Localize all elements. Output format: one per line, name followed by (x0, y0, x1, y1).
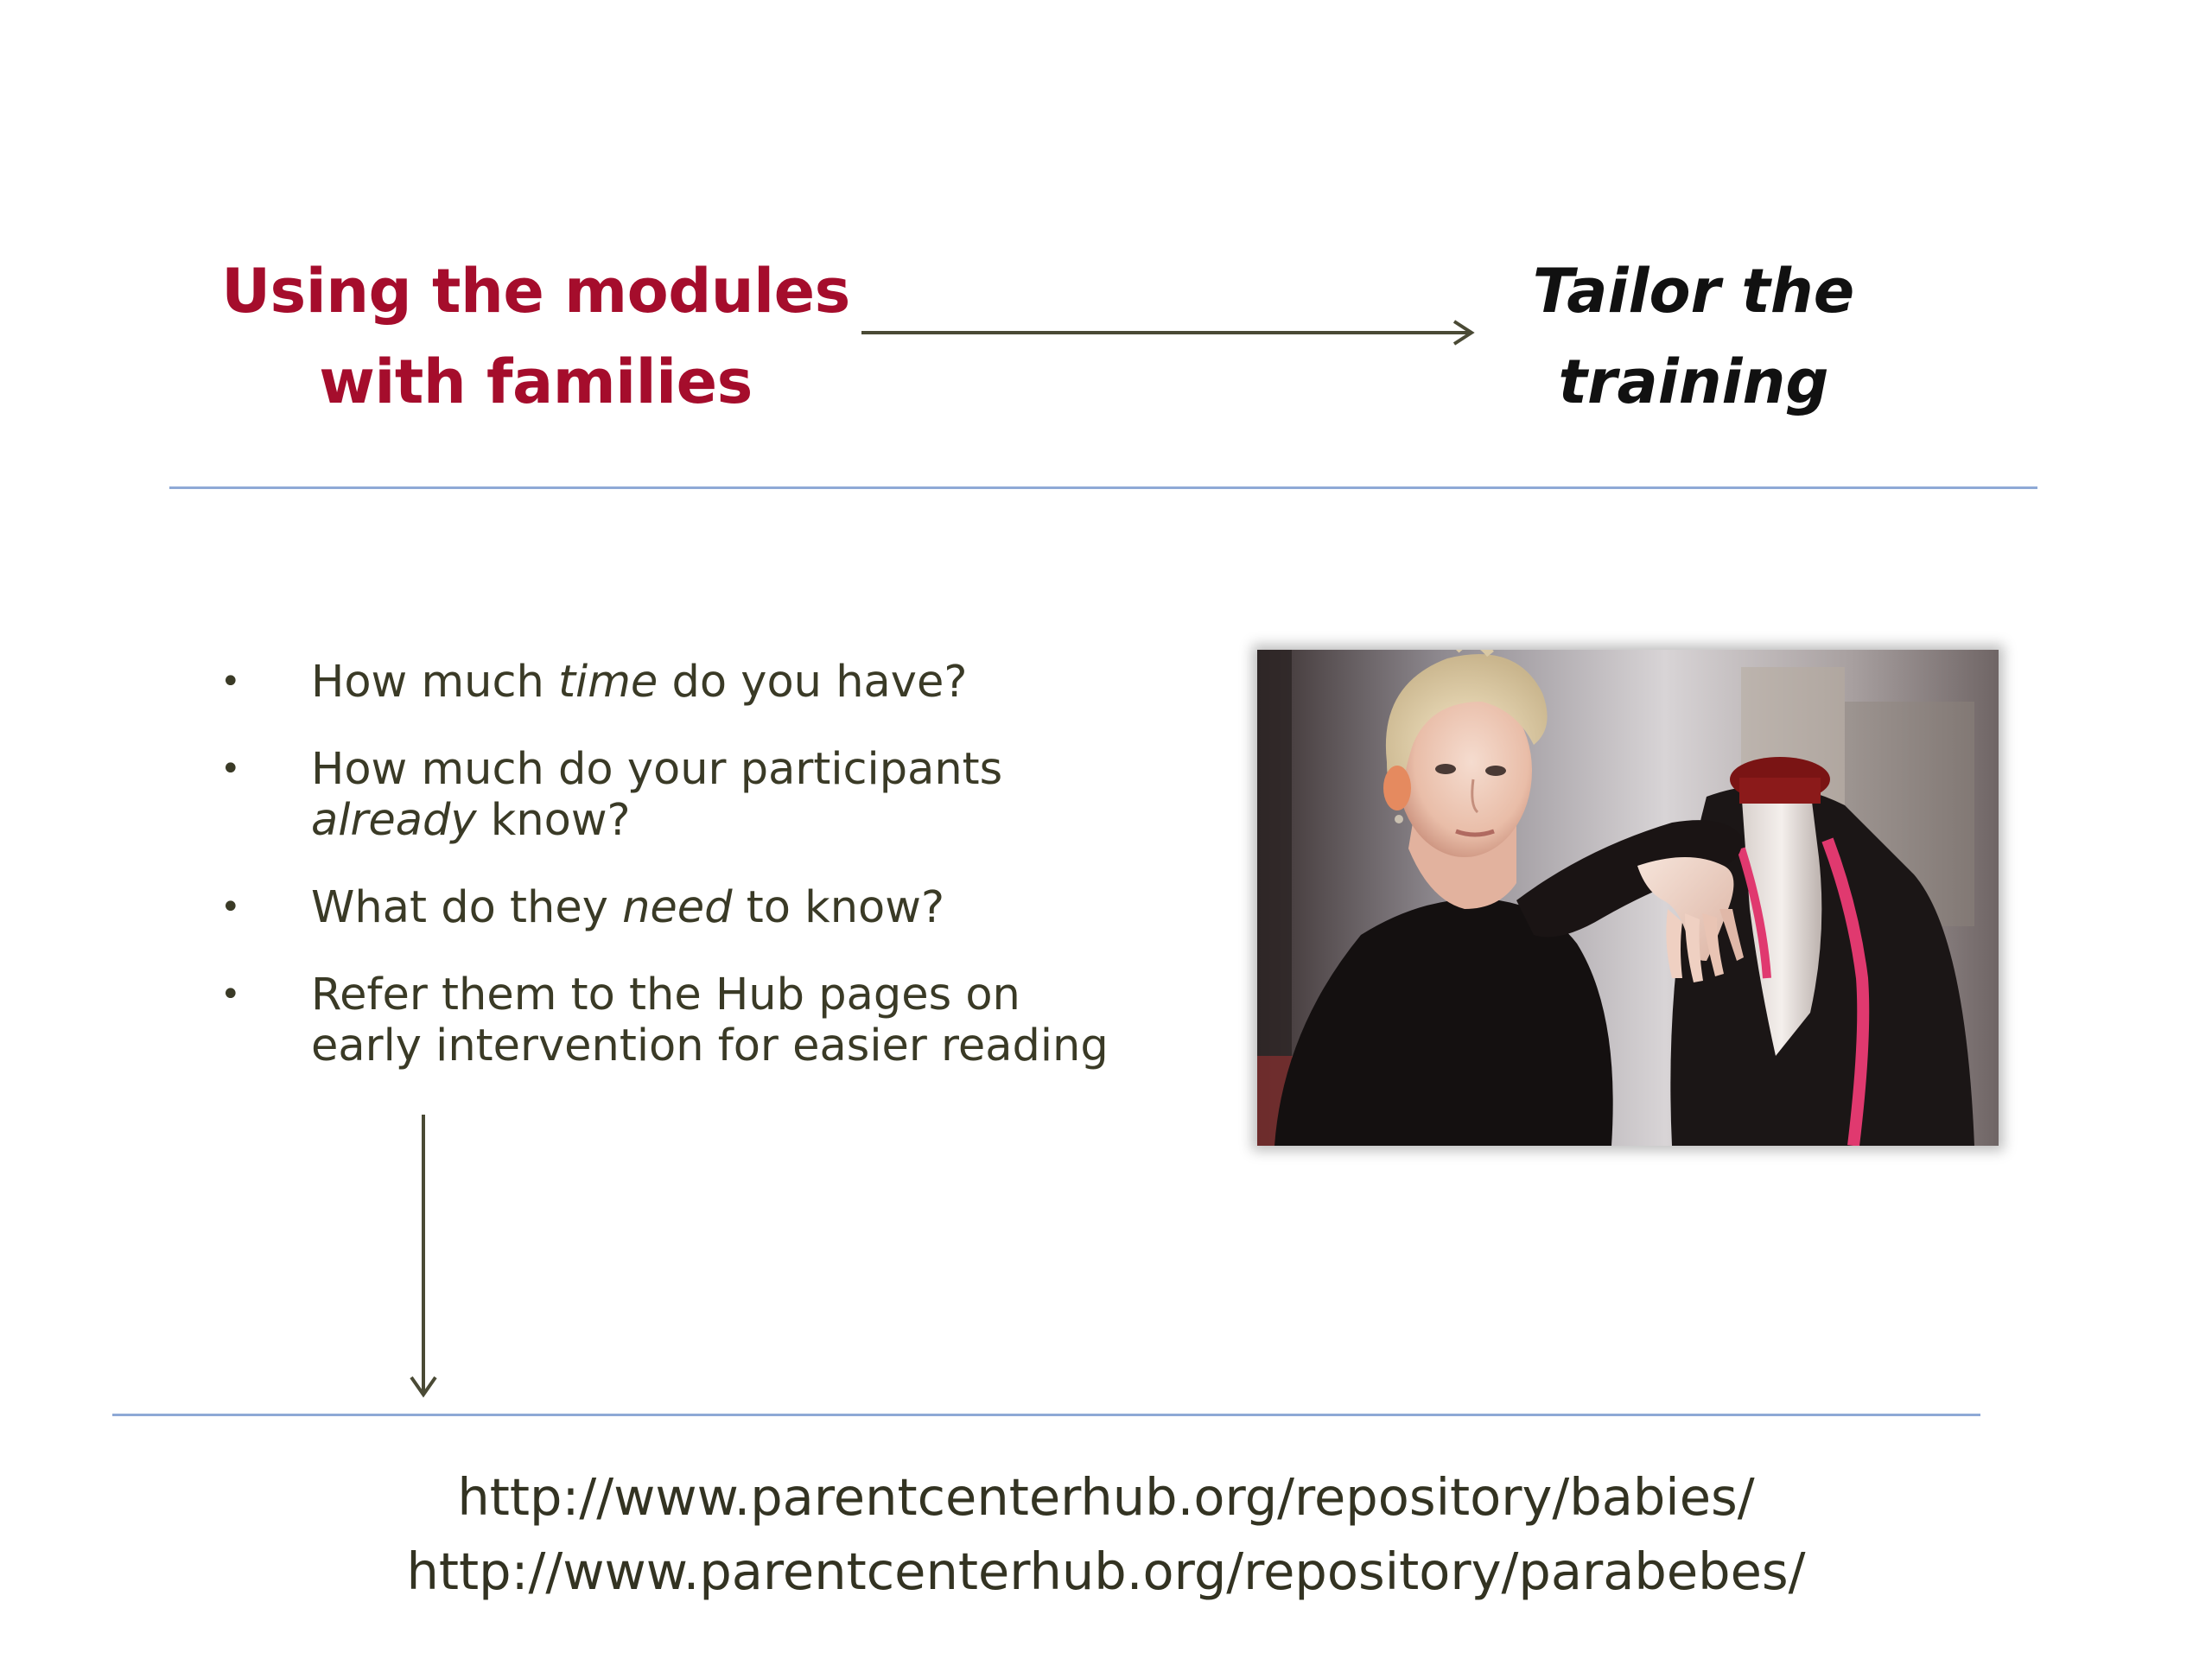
down-arrow-icon (406, 1115, 441, 1400)
title-right (1469, 246, 1918, 428)
bullet-3-emphasis: need (622, 882, 733, 933)
bullet-dot-icon: • (220, 975, 241, 1014)
bullet-4-line-2: early intervention for easier reading (311, 1020, 1109, 1071)
bullet-list (220, 657, 1171, 1108)
bullet-dot-icon: • (220, 749, 241, 789)
bullet-item-already-know (220, 744, 1171, 846)
bullet-1-emphasis: time (558, 657, 658, 708)
bullet-4-line-1: Refer them to the Hub pages on (311, 969, 1020, 1020)
bullet-dot-icon: • (220, 662, 241, 702)
bullet-dot-icon: • (220, 887, 241, 927)
bullet-item-need-to-know (220, 882, 1171, 933)
bullet-2-post: know? (476, 795, 631, 846)
title-left-line-1: Using the modules (221, 256, 850, 327)
title-right-line-2: training (1558, 346, 1829, 417)
bullet-item-time (220, 657, 1171, 708)
right-arrow-icon (860, 320, 1482, 346)
link-parabebes[interactable]: http://www.parentcenterhub.org/repository/parabebes/ (406, 1541, 1806, 1601)
bullet-2-emphasis: already (311, 795, 477, 846)
bullet-item-refer-hub (220, 969, 1171, 1071)
title-left-line-2: with families (319, 346, 753, 417)
bullet-3-pre: What do they (311, 882, 623, 933)
link-babies[interactable]: http://www.parentcenterhub.org/repository/babies/ (457, 1467, 1755, 1527)
woman-with-dress-form-photo (1257, 650, 1999, 1146)
resource-links (0, 1460, 2212, 1609)
bullet-3-post: to know? (732, 882, 945, 933)
bullet-1-pre: How much (311, 657, 559, 708)
photo-illustration (1257, 650, 1999, 1146)
bullet-1-post: do you have? (658, 657, 968, 708)
divider-bottom (112, 1414, 1980, 1416)
title-right-line-1: Tailor the (1532, 256, 1855, 327)
divider-top (169, 486, 2037, 489)
bullet-2-line-1: How much do your participants (311, 744, 1003, 795)
title-left (173, 246, 899, 428)
